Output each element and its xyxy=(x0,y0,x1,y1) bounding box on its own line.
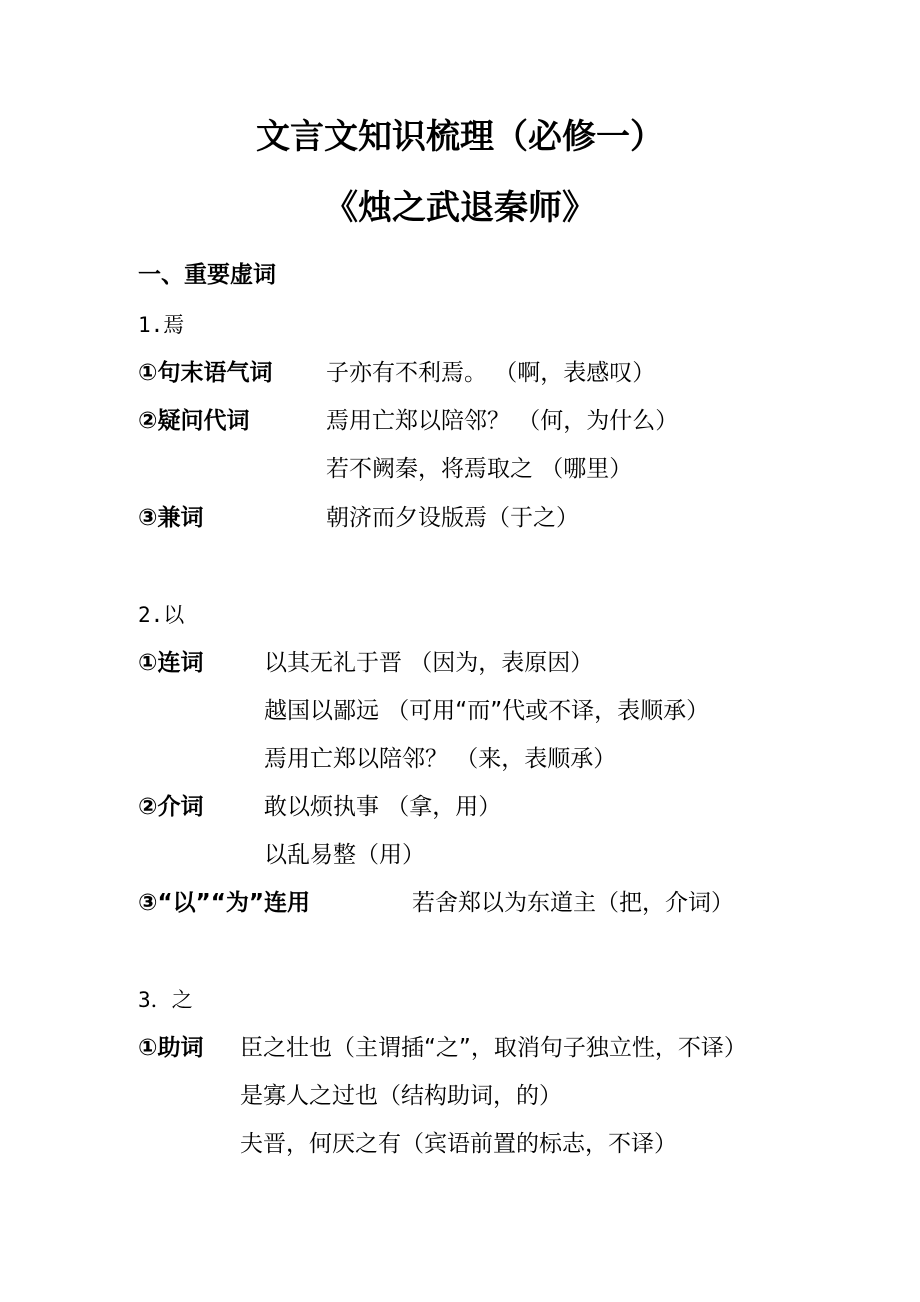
entry-tag: ①连词 xyxy=(138,650,204,676)
entry-tag: ②疑问代词 xyxy=(138,408,250,434)
entry-example: 若不阙秦，将焉取之 （哪里） xyxy=(326,456,633,482)
entry-example: 子亦有不利焉。 （啊，表感叹） xyxy=(326,360,656,386)
entry-example: 是寡人之过也（结构助词，的） xyxy=(240,1083,562,1109)
entry-example: 臣之壮也（主谓插“之”，取消句子独立性，不译） xyxy=(240,1035,747,1061)
entry-tag: ①助词 xyxy=(138,1035,204,1061)
entry-tag: ③兼词 xyxy=(138,505,204,531)
group-label-yi: 2.以 xyxy=(138,603,185,627)
entry-example: 夫晋，何厌之有（宾语前置的标志，不译） xyxy=(240,1131,677,1157)
group-label-yan: 1.焉 xyxy=(138,313,185,337)
entry-example: 越国以鄙远 （可用“而”代或不译，表顺承） xyxy=(264,698,710,724)
entry-example: 若舍郑以为东道主（把，介词） xyxy=(412,890,734,916)
entry-example: 以乱易整（用） xyxy=(264,842,425,868)
document-title: 文言文知识梳理（必修一） xyxy=(256,117,664,157)
entry-example: 焉用亡郑以陪邻？ （何，为什么） xyxy=(326,408,679,434)
section-heading: 一、重要虚词 xyxy=(138,262,276,288)
group-label-zhi: 3．之 xyxy=(138,988,193,1012)
document-subtitle: 《烛之武退秦师》 xyxy=(324,188,596,228)
entry-tag: ①句末语气词 xyxy=(138,360,273,386)
entry-example: 以其无礼于晋 （因为，表原因） xyxy=(264,650,594,676)
entry-example: 敢以烦执事 （拿，用） xyxy=(264,794,502,820)
entry-example: 朝济而夕设版焉（于之） xyxy=(326,505,579,531)
entry-example: 焉用亡郑以陪邻？ （来，表顺承） xyxy=(264,746,617,772)
entry-tag: ③“以”“为”连用 xyxy=(138,890,310,916)
entry-tag: ②介词 xyxy=(138,794,204,820)
